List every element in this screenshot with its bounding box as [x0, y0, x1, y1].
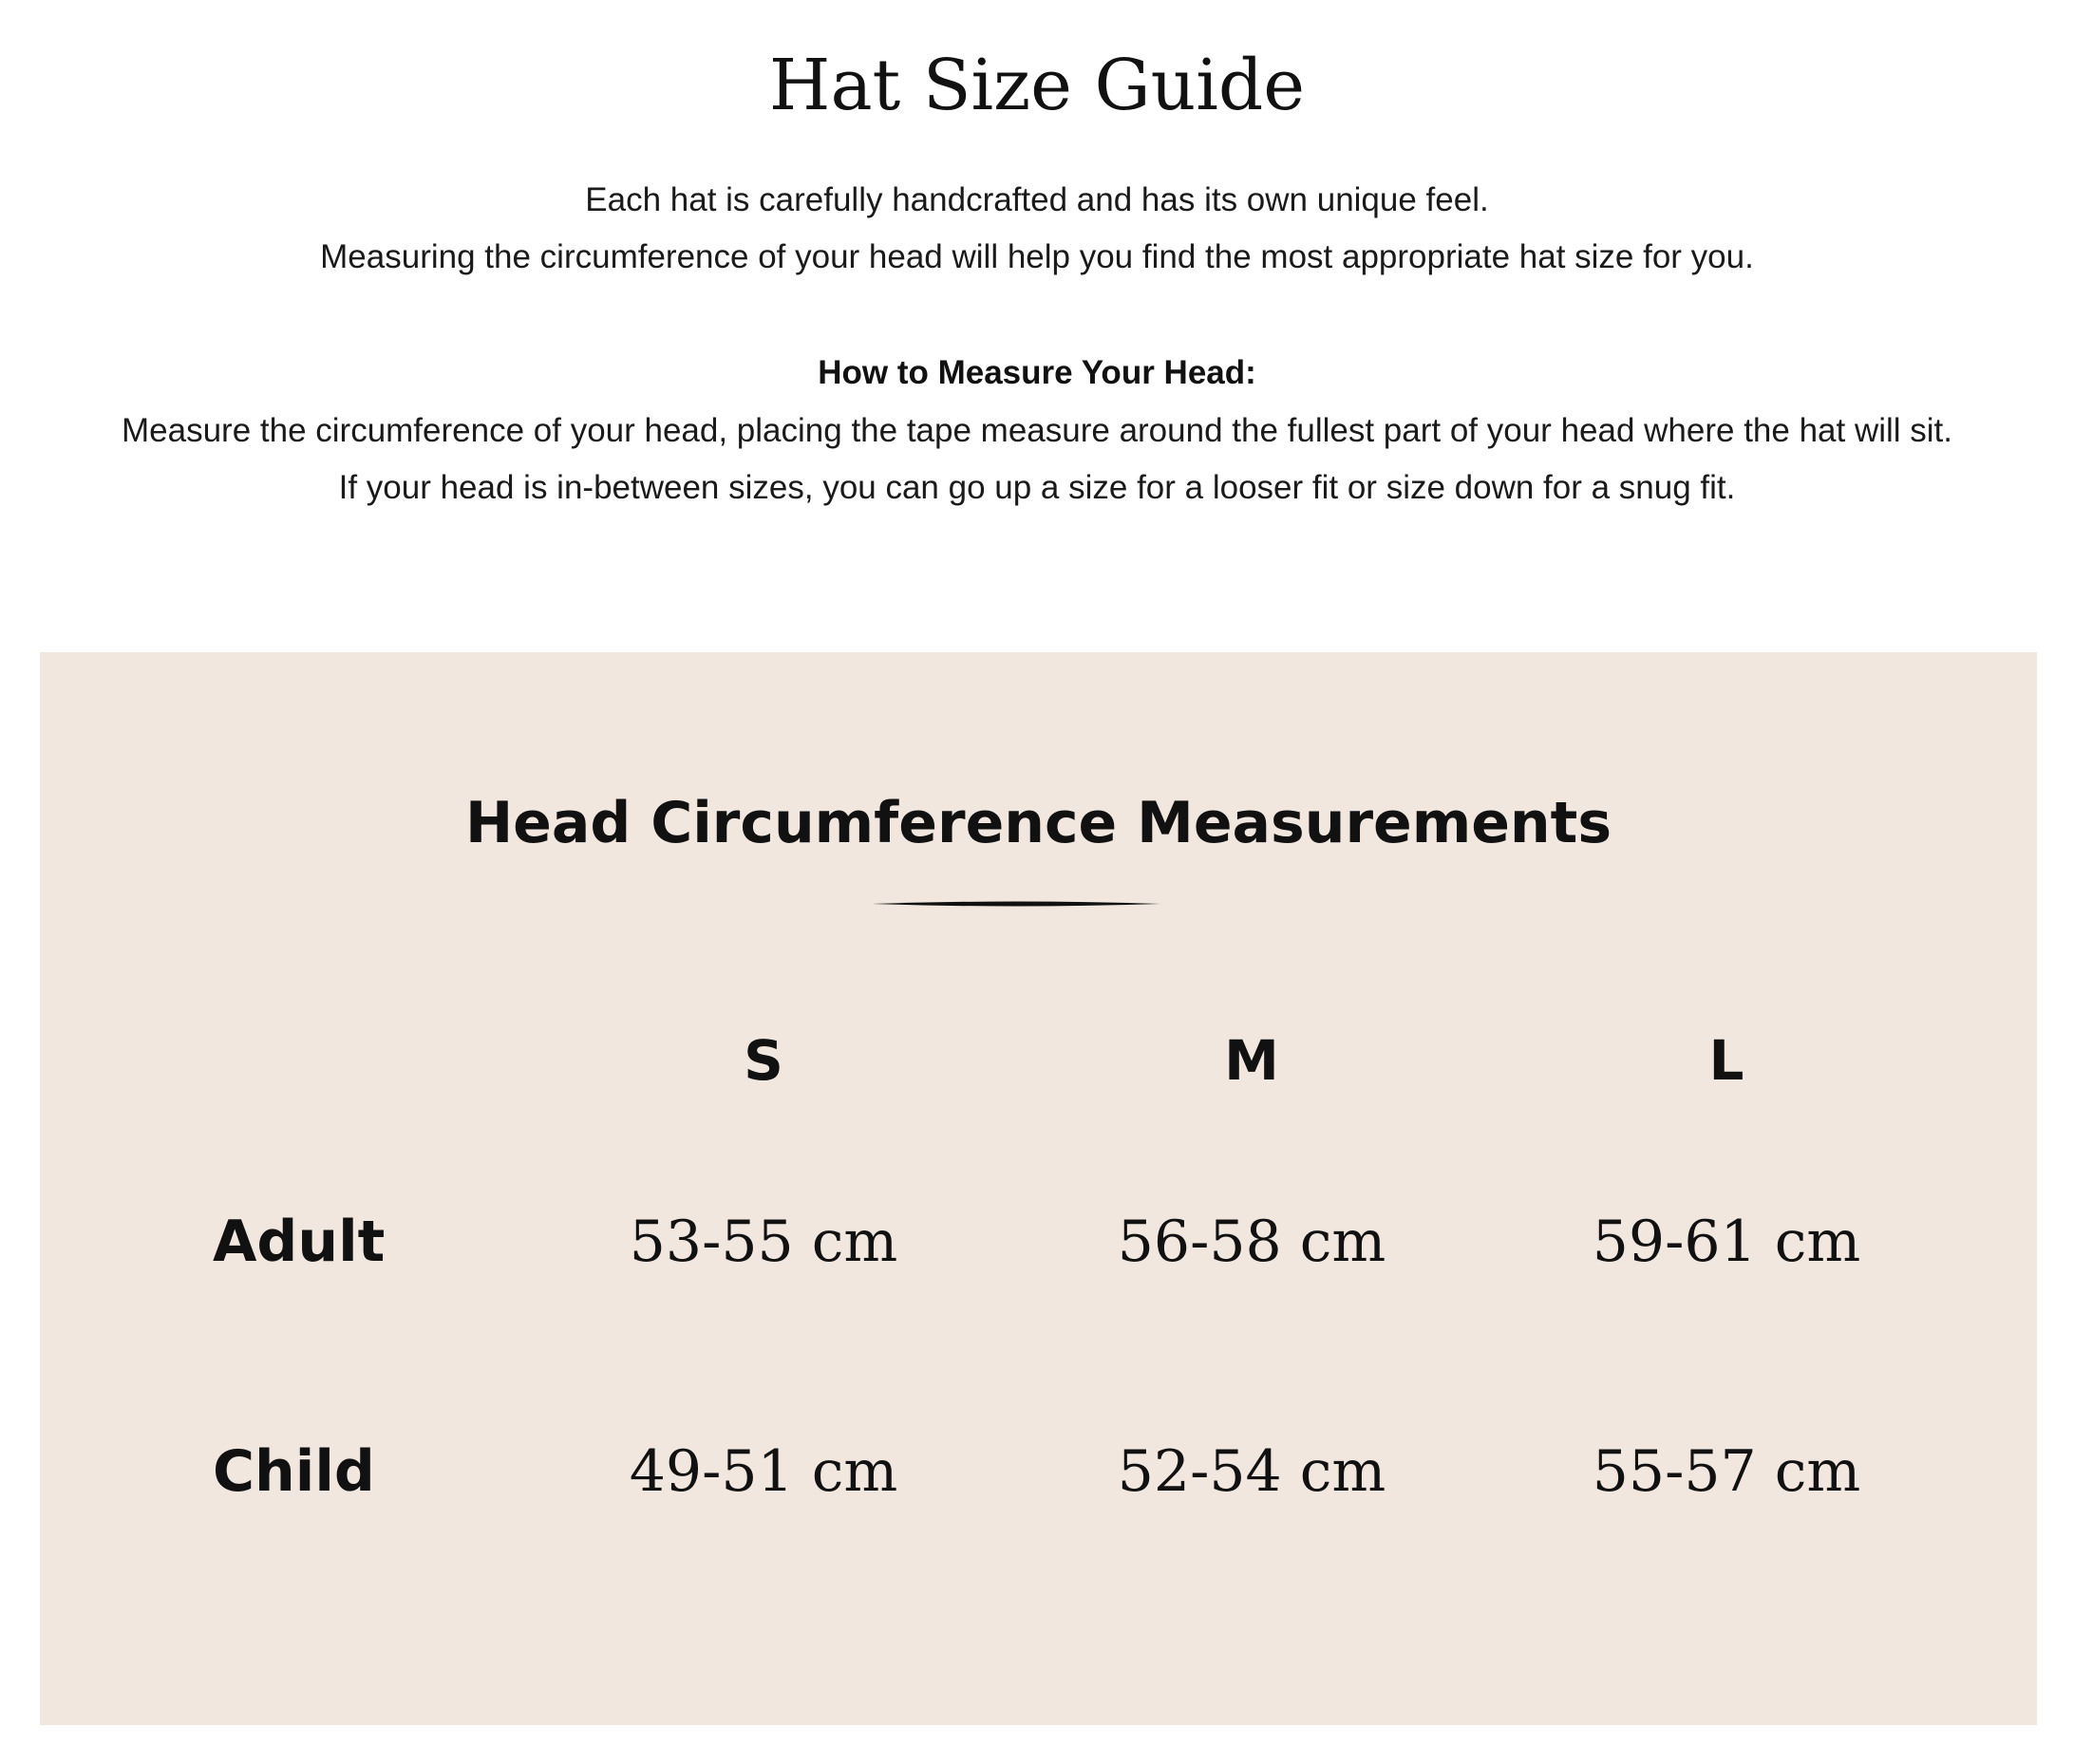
- row-label-child: Child: [213, 1438, 375, 1505]
- size-chart-title: Head Circumference Measurements: [464, 790, 1612, 856]
- intro-line: Measuring the circumference of your head will help you find the most appropriate hat size for you.: [320, 238, 1754, 275]
- size-cell-adult-l: 59-61 cm: [1592, 1209, 1861, 1275]
- how-to-measure-heading: How to Measure Your Head:: [818, 354, 1256, 391]
- size-cell-child-s: 49-51 cm: [629, 1438, 898, 1505]
- measure-instruction: Measure the circumference of your head, placing the tape measure around the fullest part of your head where the hat will sit.: [121, 412, 1953, 449]
- row-label-adult: Adult: [213, 1209, 386, 1275]
- column-header-m: M: [1224, 1028, 1279, 1093]
- column-header-l: L: [1708, 1028, 1744, 1093]
- size-cell-child-m: 52-54 cm: [1117, 1438, 1386, 1505]
- size-cell-adult-m: 56-58 cm: [1117, 1209, 1386, 1275]
- measure-instruction: If your head is in-between sizes, you can go up a size for a looser fit or size down for a snug fit.: [338, 469, 1736, 506]
- size-cell-child-l: 55-57 cm: [1592, 1438, 1861, 1505]
- page-title: Hat Size Guide: [768, 45, 1306, 126]
- column-header-s: S: [744, 1028, 783, 1093]
- size-cell-adult-s: 53-55 cm: [629, 1209, 898, 1275]
- intro-line: Each hat is carefully handcrafted and has its own unique feel.: [585, 181, 1489, 218]
- title-underline-divider: [872, 899, 1160, 909]
- size-chart-panel: [40, 652, 2037, 1725]
